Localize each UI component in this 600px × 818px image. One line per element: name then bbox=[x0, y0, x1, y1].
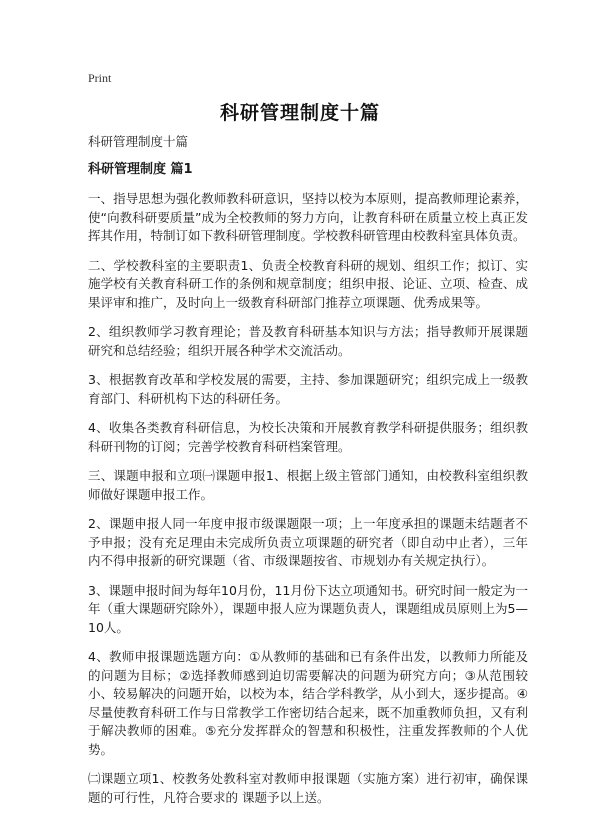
document-body bbox=[88, 133, 528, 818]
paragraph: 二、学校教科室的主要职责1、负责全校教育科研的规划、组织工作；拟订、实施学校有关教育科研工作的条例和规章制度；组织申报、论证、立项、检查、成果评审和推广，及时向上一级教育科研部门推荐立项课题、优秀成果等。 bbox=[88, 257, 528, 310]
print-label: Print bbox=[88, 71, 112, 85]
page-title: 科研管理制度十篇 bbox=[219, 102, 380, 124]
paragraph: 4、收集各类教育科研信息，为校长决策和开展教育教学科研提供服务；组织教科研刊物的订阅；完善学校教育科研档案管理。 bbox=[88, 420, 528, 454]
paragraph: 3、根据教育改革和学校发展的需要，主持、参加课题研究；组织完成上一级教育部门、科研机构下达的科研任务。 bbox=[88, 372, 528, 406]
paragraph: 2、课题申报人同一年度申报市级课题限一项；上一年度承担的课题未结题者不予申报；没有充足理由未完成所负责立项课题的研究者（即自动中止者），三年内不得申报新的研究课题（省、市级课题按省、市规划办有关规定执行）。 bbox=[88, 516, 528, 568]
paragraph: 2、组织教师学习教育理论；普及教育科研基本知识与方法；指导教师开展课题研究和总结经验；组织开展各种学术交流活动。 bbox=[88, 324, 528, 358]
section-heading: 科研管理制度 篇1 bbox=[88, 162, 193, 177]
document-subtitle: 科研管理制度十篇 bbox=[88, 134, 189, 149]
paragraph: ㈡课题立项1、校教务处教科室对教师申报课题（实施方案）进行初审，确保课题的可行性，凡符合要求的 课题予以上送。 bbox=[88, 771, 528, 805]
paragraph: 4、教师申报课题选题方向：①从教师的基础和已有条件出发，以教师力所能及的问题为目标；②选择教师感到迫切需要解决的问题为研究方向；③从范围较小、较易解决的问题开始，以校为本，结合学科教学，从小到大，逐步提高。④尽量使教育科研工作与日常教学工作密切结合起来，既不加重教师负担，又有利于解决教师的困难。⑤充分发挥群众的智慧和积极性，注重发挥教师的个人优势。 bbox=[88, 649, 528, 757]
paragraph: 3、课题申报时间为每年10月份，11月份下达立项通知书。研究时间一般定为一年（重大课题研究除外），课题申报人应为课题负责人，课题组成员原则上为5—10人。 bbox=[88, 582, 528, 635]
paragraph: 一、指导思想为强化教师教科研意识，坚持以校为本原则，提高教师理论素养，使“向教科研要质量”成为全校教师的努力方向，让教育科研在质量立校上真正发挥其作用，特制订如下教科研管理制度。学校教科研管理由校教科室具体负责。 bbox=[88, 191, 528, 243]
paragraph: 三、课题申报和立项㈠课题申报1、根据上级主管部门通知，由校教科室组织教师做好课题申报工作。 bbox=[88, 468, 528, 502]
